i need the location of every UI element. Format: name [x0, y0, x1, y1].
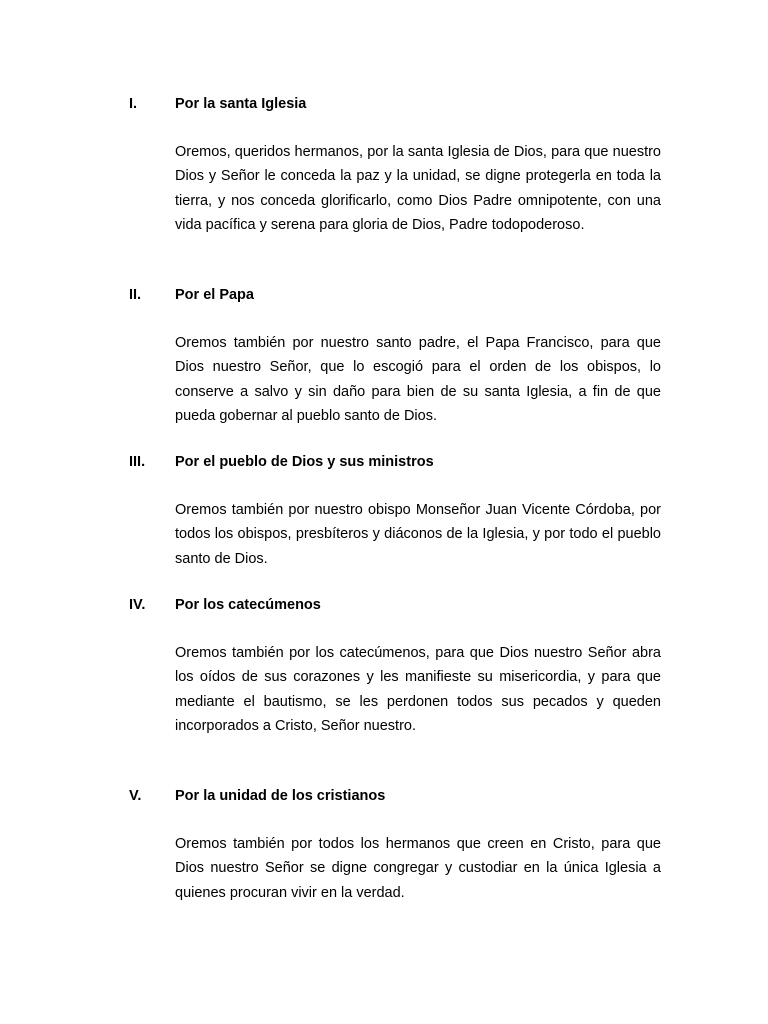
section-heading: Por el pueblo de Dios y sus ministros	[175, 454, 434, 470]
section-body: Oremos, queridos hermanos, por la santa Iglesia de Dios, para que nuestro Dios y Señor le conceda la paz y la unidad, se digne protegerla en toda la tierra, y nos conceda glorificarlo, como Dios Padre omnipotente, con una vida pacífica y serena para gloria de Dios, Padre todopoderoso.	[175, 144, 661, 233]
section-heading: Por la santa Iglesia	[175, 96, 307, 112]
section-numeral: I.	[129, 96, 138, 112]
section-body: Oremos también por los catecúmenos, para que Dios nuestro Señor abra los oídos de sus corazones y les manifieste su misericordia, y para que mediante el bautismo, se les perdonen todos sus pecados y queden incorporados a Cristo, Señor nuestro.	[175, 645, 661, 734]
section-numeral: IV.	[129, 597, 146, 613]
section-numeral: V.	[129, 788, 142, 804]
section-body: Oremos también por nuestro obispo Monseñor Juan Vicente Córdoba, por todos los obispos, presbíteros y diáconos de la Iglesia, y por todo el pueblo santo de Dios.	[175, 502, 661, 567]
section-body: Oremos también por nuestro santo padre, el Papa Francisco, para que Dios nuestro Señor, que lo escogió para el orden de los obispos, lo conserve a salvo y sin daño para bien de su santa Iglesia, a fin de que pueda gobernar al pueblo santo de Dios.	[175, 335, 661, 424]
section-heading: Por la unidad de los cristianos	[175, 788, 386, 804]
section-heading: Por los catecúmenos	[175, 597, 321, 613]
section-numeral: III.	[129, 454, 146, 470]
section-numeral: II.	[129, 287, 142, 303]
section-body: Oremos también por todos los hermanos que creen en Cristo, para que Dios nuestro Señor se digne congregar y custodiar en la única Iglesia a quienes procuran vivir en la verdad.	[175, 836, 661, 901]
section-heading: Por el Papa	[175, 287, 254, 303]
